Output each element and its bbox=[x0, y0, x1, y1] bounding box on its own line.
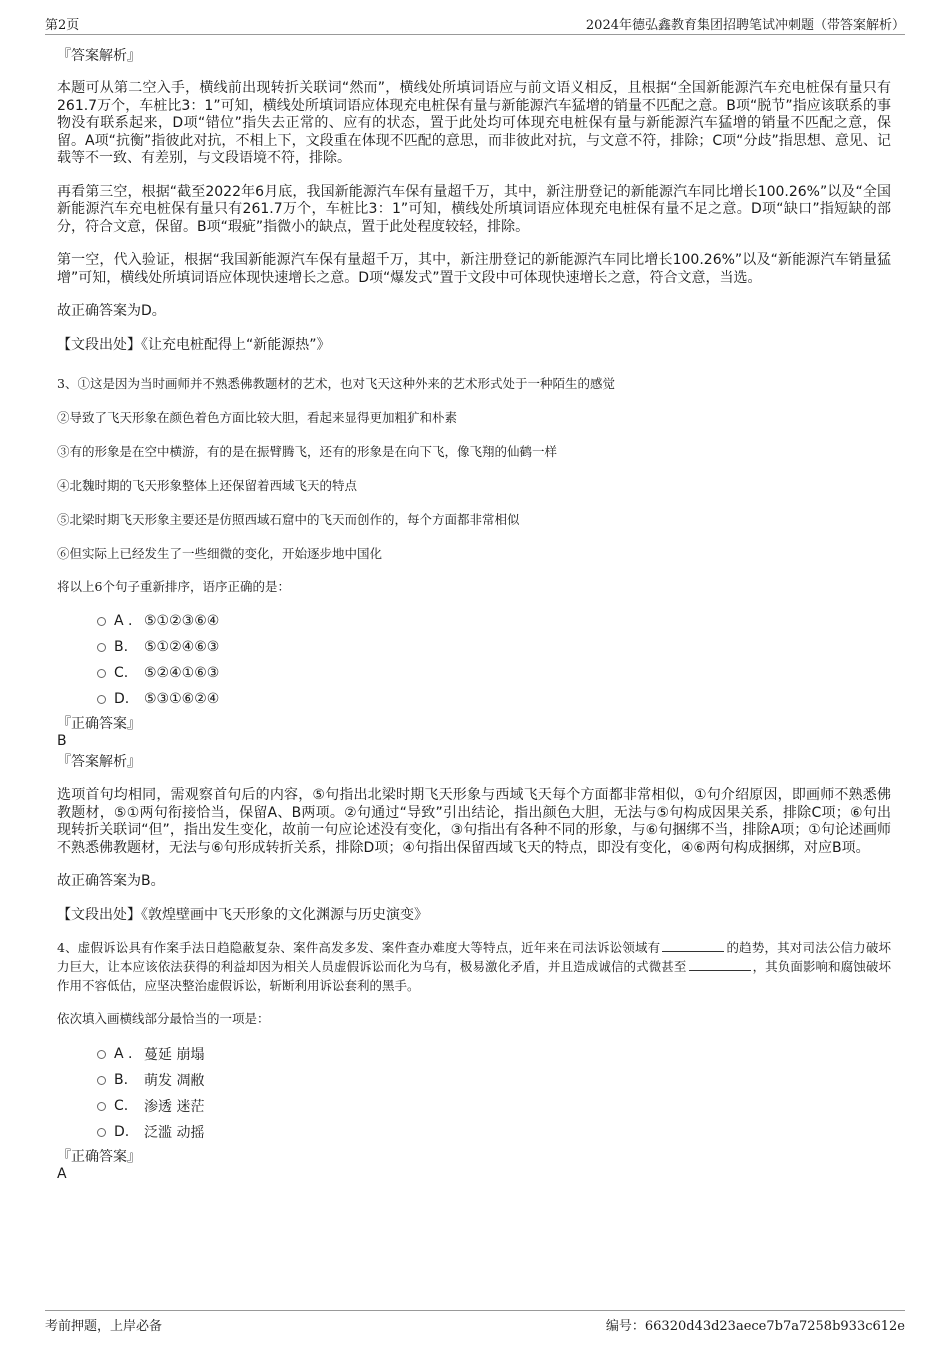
option-text: 渗透 迷茫 bbox=[144, 1099, 205, 1115]
option-text: ⑤③①⑥②④ bbox=[144, 691, 220, 707]
option-text: ⑤②④①⑥③ bbox=[144, 665, 220, 681]
passage-source: 【文段出处】《让充电桩配得上“新能源热”》 bbox=[57, 336, 331, 353]
correct-answer: A bbox=[57, 1166, 67, 1182]
radio-icon[interactable] bbox=[97, 695, 106, 704]
option-letter: C. bbox=[114, 665, 129, 681]
question-sentence: ②导致了飞天形象在颜色着色方面比较大胆，看起来显得更加粗犷和朴素 bbox=[57, 410, 458, 425]
radio-icon[interactable] bbox=[97, 617, 106, 626]
radio-icon[interactable] bbox=[97, 1102, 106, 1111]
option-c[interactable] bbox=[97, 660, 891, 686]
document-title: 2024年德弘鑫教育集团招聘笔试冲刺题（带答案解析） bbox=[585, 18, 905, 33]
option-b[interactable] bbox=[97, 1067, 891, 1093]
option-a[interactable] bbox=[97, 1041, 891, 1067]
option-text: 萌发 凋敝 bbox=[144, 1073, 205, 1089]
answer-analysis-tag: 『答案解析』 bbox=[57, 48, 141, 64]
question-sentence: ③有的形象是在空中横游，有的是在振臂腾飞，还有的形象是在向下飞，像飞翔的仙鹤一样 bbox=[57, 444, 558, 459]
page-footer bbox=[45, 1310, 905, 1333]
radio-icon[interactable] bbox=[97, 669, 106, 678]
correct-answer: B bbox=[57, 733, 67, 749]
document-id: 编号：66320d43d23aece7b7a7258b933c612e bbox=[605, 1319, 905, 1334]
analysis-conclusion: 故正确答案为D。 bbox=[57, 303, 166, 319]
options-list bbox=[97, 608, 891, 712]
option-letter: A . bbox=[114, 613, 133, 629]
question-sentence: ④北魏时期的飞天形象整体上还保留着西域飞天的特点 bbox=[57, 478, 358, 493]
radio-icon[interactable] bbox=[97, 1128, 106, 1137]
question-sentence: ⑥但实际上已经发生了一些细微的变化，开始逐步地中国化 bbox=[57, 546, 383, 561]
analysis-conclusion: 故正确答案为B。 bbox=[57, 873, 165, 889]
option-text: 蔓延 崩塌 bbox=[144, 1047, 205, 1063]
option-letter: B. bbox=[114, 1072, 129, 1088]
page-content bbox=[57, 47, 891, 1183]
option-a[interactable] bbox=[97, 608, 891, 634]
analysis-paragraph: 本题可从第二空入手，横线前出现转折关联词“然而”，横线处所填词语应与前文语义相反，且根据“全国新能源汽车充电桩保有量只有261.7万个，车桩比3：1”可知，横线处所填词语应体现充电桩保有量与新能源汽车猛增的销量不匹配之意。B项“脱节”指应该联系的事物没有联系起来，D项“错位”指失去正常的、应有的状态，置于此处均可体现充电桩保有量与新能源汽车猛增的销量不匹配之意，保留。A项“抗衡”指彼此对抗，不相上下，文段重在体现不匹配的意思，而非彼此对抗，与文意不符，排除；C项“分歧”指思想、意见、记载等不一致、有差别，与文段语境不符，排除。 bbox=[57, 80, 891, 166]
fill-blank bbox=[689, 958, 751, 971]
footer-slogan: 考前押题，上岸必备 bbox=[45, 1319, 163, 1334]
option-letter: D. bbox=[114, 1124, 130, 1140]
option-b[interactable] bbox=[97, 634, 891, 660]
radio-icon[interactable] bbox=[97, 643, 106, 652]
question-prompt: 将以上6个句子重新排序，语序正确的是： bbox=[57, 579, 290, 594]
question-prompt: 依次填入画横线部分最恰当的一项是： bbox=[57, 1011, 270, 1026]
question-sentence: 3、①这是因为当时画师并不熟悉佛教题材的艺术，也对飞天这种外来的艺术形式处于一种陌生的感觉 bbox=[57, 376, 615, 391]
option-letter: D. bbox=[114, 691, 130, 707]
option-letter: B. bbox=[114, 639, 129, 655]
question-sentence: ⑤北梁时期飞天形象主要还是仿照西域石窟中的飞天而创作的，每个方面都非常相似 bbox=[57, 512, 520, 527]
analysis-paragraph: 选项首句均相同，需观察首句后的内容，⑤句指出北梁时期飞天形象与西域飞天每个方面都非常相似，①句介绍原因，即画师不熟悉佛教题材，⑤①两句衔接恰当，保留A、B两项。②句通过“导致”引出结论，指出颜色大胆，无法与⑤句构成因果关系，排除C项；⑥句出现转折关联词“但”，指出发生变化，故前一句应论述没有变化，③句指出有各种不同的形象，与⑥句捆绑不当，排除A项；①句论述画师不熟悉佛教题材，无法与⑥句形成转折关系，排除D项；④句指出保留西域飞天的特点，即没有变化，④⑥两句构成捆绑，对应B项。 bbox=[57, 787, 891, 856]
passage-source: 【文段出处】《敦煌壁画中飞天形象的文化渊源与历史演变》 bbox=[57, 906, 428, 923]
stem-part: 的趋势，其对司法公信力破坏力巨大，让本应该依法获得的利益却因为相关人员虚假诉讼而化为乌有，极易激化矛盾，并且造成诚信的式微甚至 bbox=[57, 940, 891, 974]
question-stem bbox=[57, 938, 891, 995]
option-letter: C. bbox=[114, 1098, 129, 1114]
stem-part: 4、虚假诉讼具有作案手法日趋隐蔽复杂、案件高发多发、案件查办难度大等特点，近年来在司法诉讼领域有 bbox=[57, 940, 661, 955]
option-d[interactable] bbox=[97, 686, 891, 712]
answer-analysis-tag: 『答案解析』 bbox=[57, 754, 141, 770]
option-c[interactable] bbox=[97, 1093, 891, 1119]
option-d[interactable] bbox=[97, 1119, 891, 1145]
correct-answer-tag: 『正确答案』 bbox=[57, 1149, 141, 1165]
analysis-paragraph: 再看第三空，根据“截至2022年6月底，我国新能源汽车保有量超千万，其中，新注册登记的新能源汽车同比增长100.26%”以及“全国新能源汽车充电桩保有量只有261.7万个，车桩比3：1”可知，横线处所填词语应体现充电桩保有量不足之意。D项“缺口”指短缺的部分，符合文意，保留。B项“瑕疵”指微小的缺点，置于此处程度较轻，排除。 bbox=[57, 183, 891, 235]
correct-answer-tag: 『正确答案』 bbox=[57, 716, 141, 732]
fill-blank bbox=[662, 939, 724, 952]
stem-part: ，其负面影响和腐蚀破坏作用不容低估，应坚决整治虚假诉讼，斩断利用诉讼套利的黑手。 bbox=[57, 959, 891, 993]
option-text: 泛滥 动摇 bbox=[144, 1125, 205, 1141]
option-text: ⑤①②④⑥③ bbox=[144, 639, 220, 655]
option-text: ⑤①②③⑥④ bbox=[144, 613, 220, 629]
radio-icon[interactable] bbox=[97, 1050, 106, 1059]
page-header bbox=[45, 12, 905, 35]
page-number: 第2页 bbox=[45, 18, 80, 33]
option-letter: A . bbox=[114, 1046, 133, 1062]
options-list bbox=[97, 1041, 891, 1145]
analysis-paragraph: 第一空，代入验证，根据“我国新能源汽车保有量超千万，其中，新注册登记的新能源汽车同比增长100.26%”以及“新能源汽车销量猛增”可知，横线处所填词语应体现快速增长之意。D项“爆发式”置于文段中可体现快速增长之意，符合文意，当选。 bbox=[57, 252, 891, 286]
radio-icon[interactable] bbox=[97, 1076, 106, 1085]
